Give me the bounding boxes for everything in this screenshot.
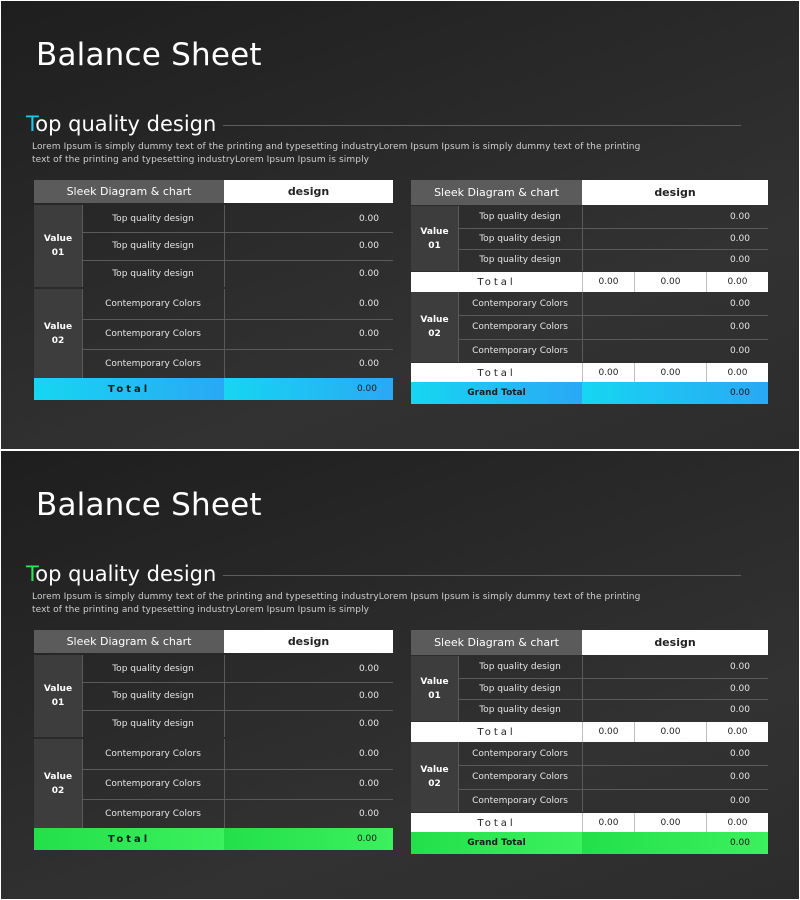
row-label: Contemporary Colors [105, 779, 201, 789]
row-label: Top quality design [479, 662, 561, 672]
row-value: 0.00 [729, 748, 750, 759]
subtitle-divider [223, 575, 741, 576]
row-value: 0.00 [358, 241, 379, 251]
row-value: 0.00 [729, 233, 750, 244]
row-label: Contemporary Colors [472, 345, 568, 356]
row-label: Contemporary Colors [105, 809, 201, 819]
grand-total-label: Grand Total [411, 382, 582, 404]
group-label: Value 02 [411, 292, 458, 362]
row-label: Contemporary Colors [105, 329, 201, 339]
row-label: Top quality design [112, 241, 194, 251]
group-label: Value 01 [34, 205, 82, 287]
subtotal-value: 0.00 [582, 813, 634, 833]
table-header-label: Sleek Diagram & chart [411, 630, 582, 655]
row-label: Top quality design [479, 705, 561, 715]
row-value: 0.00 [358, 268, 379, 279]
subtotal-label: Total [411, 813, 582, 833]
grand-total-label: Grand Total [411, 832, 582, 854]
row-label: Top quality design [112, 718, 194, 729]
subtotal-value: 0.00 [582, 272, 634, 292]
row-label: Contemporary Colors [472, 748, 568, 759]
table-header-design: design [224, 630, 393, 653]
left-table [34, 180, 393, 400]
column-divider [224, 739, 225, 829]
subtotal-label: Total [411, 363, 582, 383]
row-value: 0.00 [358, 299, 379, 309]
subtotal-value: 0.00 [582, 363, 634, 383]
row-value: 0.00 [729, 705, 750, 715]
group-label: Value 02 [34, 289, 82, 379]
description-text: Lorem Ipsum is simply dummy text of the printing and typesetting industryLorem Ipsum Ipsum is simply dummy text of the printing text of the printing and typesetting industryLorem Ipsum Ipsum is simply [32, 592, 641, 615]
row-label: Contemporary Colors [472, 322, 568, 332]
row-value: 0.00 [358, 809, 379, 819]
column-divider [224, 205, 225, 287]
group-label: Value 02 [34, 739, 82, 829]
right-table [411, 630, 768, 854]
column-divider [582, 656, 583, 721]
row-label: Top quality design [112, 268, 194, 279]
row-value: 0.00 [729, 212, 750, 222]
row-value: 0.00 [358, 779, 379, 789]
group-label: Value 02 [411, 742, 458, 812]
subtotal-value: 0.00 [706, 272, 768, 292]
row-label: Contemporary Colors [105, 299, 201, 309]
column-divider [224, 655, 225, 737]
total-label: Total [34, 378, 224, 400]
slide [1, 451, 799, 899]
column-divider [82, 655, 83, 737]
row-label: Top quality design [479, 255, 561, 265]
subtitle-accent-letter: T [26, 112, 36, 136]
row-label: Contemporary Colors [472, 298, 568, 309]
total-label: Total [34, 828, 224, 850]
row-value: 0.00 [358, 359, 379, 369]
row-label: Top quality design [112, 213, 194, 224]
right-table [411, 180, 768, 404]
subtitle-text: op quality design [35, 562, 217, 586]
subtotal-value: 0.00 [706, 363, 768, 383]
column-divider [82, 739, 83, 829]
table-header-design: design [582, 180, 768, 205]
table-header-label: Sleek Diagram & chart [34, 630, 224, 653]
row-label: Top quality design [112, 663, 194, 674]
column-divider [582, 206, 583, 271]
column-divider [224, 289, 225, 379]
subtotal-value: 0.00 [706, 813, 768, 833]
group-label: Value 01 [411, 206, 458, 271]
slide-title: Balance Sheet [36, 487, 262, 523]
row-label: Contemporary Colors [105, 359, 201, 369]
subtotal-value: 0.00 [582, 722, 634, 742]
subtitle-text: op quality design [35, 112, 217, 136]
row-value: 0.00 [358, 718, 379, 729]
row-value: 0.00 [729, 795, 750, 806]
column-divider [82, 205, 83, 287]
column-divider [458, 656, 459, 721]
grand-total-value: 0.00 [582, 382, 768, 404]
subtotal-value: 0.00 [634, 722, 706, 742]
table-header-design: design [582, 630, 768, 655]
subtitle-divider [223, 125, 741, 126]
slide-title: Balance Sheet [36, 37, 262, 73]
row-label: Top quality design [479, 233, 561, 244]
total-value: 0.00 [224, 828, 393, 850]
row-value: 0.00 [729, 345, 750, 356]
row-value: 0.00 [729, 322, 750, 332]
table-header-design: design [224, 180, 393, 203]
row-label: Top quality design [479, 212, 561, 222]
column-divider [458, 292, 459, 362]
row-label: Contemporary Colors [472, 772, 568, 782]
subtotal-label: Total [411, 272, 582, 292]
row-value: 0.00 [729, 662, 750, 672]
row-value: 0.00 [358, 329, 379, 339]
row-value: 0.00 [729, 683, 750, 694]
row-label: Contemporary Colors [472, 795, 568, 806]
subtotal-value: 0.00 [634, 363, 706, 383]
subtotal-value: 0.00 [706, 722, 768, 742]
row-label: Contemporary Colors [105, 749, 201, 759]
row-label: Top quality design [479, 683, 561, 694]
grand-total-value: 0.00 [582, 832, 768, 854]
row-value: 0.00 [358, 691, 379, 701]
column-divider [458, 742, 459, 812]
subtotal-value: 0.00 [634, 813, 706, 833]
total-value: 0.00 [224, 378, 393, 400]
subtotal-value: 0.00 [634, 272, 706, 292]
table-header-label: Sleek Diagram & chart [34, 180, 224, 203]
description-text: Lorem Ipsum is simply dummy text of the printing and typesetting industryLorem Ipsum Ipsum is simply dummy text of the printing text of the printing and typesetting industryLorem Ipsum Ipsum is simply [32, 142, 641, 165]
row-value: 0.00 [358, 663, 379, 674]
slide-subtitle [26, 112, 216, 136]
column-divider [82, 289, 83, 379]
group-label: Value 01 [34, 655, 82, 737]
row-value: 0.00 [729, 298, 750, 309]
column-divider [582, 292, 583, 362]
row-value: 0.00 [729, 255, 750, 265]
subtotal-label: Total [411, 722, 582, 742]
column-divider [582, 742, 583, 812]
row-label: Top quality design [112, 691, 194, 701]
table-header-label: Sleek Diagram & chart [411, 180, 582, 205]
slide [1, 1, 799, 449]
row-value: 0.00 [358, 749, 379, 759]
left-table [34, 630, 393, 850]
subtitle-accent-letter: T [26, 562, 36, 586]
row-value: 0.00 [729, 772, 750, 782]
column-divider [458, 206, 459, 271]
group-label: Value 01 [411, 656, 458, 721]
slide-subtitle [26, 562, 216, 586]
row-value: 0.00 [358, 213, 379, 224]
